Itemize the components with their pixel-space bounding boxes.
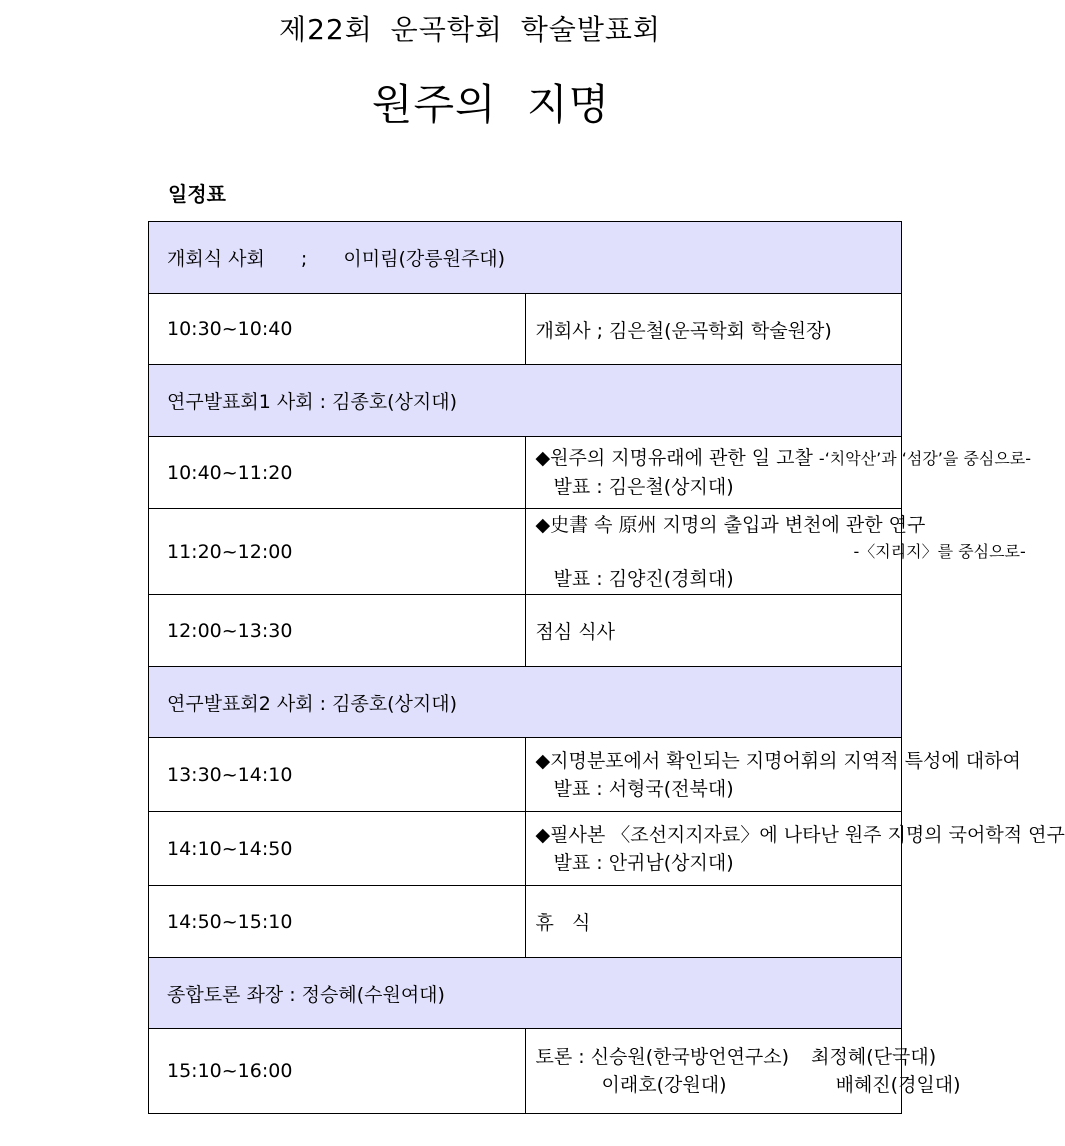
presentation-cell: [525, 812, 1065, 886]
time-cell: 14:50~15:10: [149, 886, 526, 958]
opening-address: 개회사 ; 김은철(운곡학회 학술원장): [525, 294, 902, 365]
main-title: 원주의 지명: [371, 80, 611, 129]
discussion-line: [535, 1043, 937, 1071]
opening-chair-sep: ;: [300, 248, 308, 270]
discussion-header-row: [149, 958, 902, 1029]
presentation-cell: [525, 738, 1021, 812]
event-title: 제22회 운곡학회 학술발표회: [279, 13, 661, 46]
schedule-table: [148, 221, 1065, 1114]
table-row: [149, 509, 902, 595]
presentation-title: ◆원주의 지명유래에 관한 일 고찰: [535, 447, 813, 469]
opening-chair-label: 개회식 사회: [167, 248, 265, 270]
table-row: [149, 294, 902, 365]
time-cell: 10:30~10:40: [149, 294, 526, 365]
discussion-line: [536, 1071, 961, 1099]
table-row: [149, 738, 902, 812]
table-row: [149, 886, 902, 958]
discussion-header: 종합토론 좌장 : 정승혜(수원여대): [149, 958, 902, 1029]
session2-header: 연구발표회2 사회 : 김종호(상지대): [149, 667, 902, 738]
time-cell: 10:40~11:20: [149, 437, 526, 509]
table-row: [149, 437, 902, 509]
discussant: 최정혜(단국대): [811, 1046, 937, 1068]
presenter: 발표 : 김은철(상지대): [553, 476, 734, 498]
discussant: 토론 : 신승원(한국방언연구소): [535, 1046, 790, 1068]
time-cell: 15:10~16:00: [149, 1029, 526, 1114]
discussion-cell: [525, 1029, 961, 1114]
schedule-label: 일정표: [168, 182, 226, 206]
table-row: [149, 812, 902, 886]
discussant: 이래호(강원대): [601, 1074, 727, 1096]
presenter: 발표 : 서형국(전북대): [553, 777, 734, 800]
presentation-subtitle: -‘치악산’과 ‘섬강’을 중심으로-: [818, 449, 1032, 468]
presentation-cell: [525, 509, 1026, 595]
table-row: [149, 595, 902, 667]
session1-header-row: [149, 365, 902, 437]
presenter: 발표 : 김양진(경희대): [553, 567, 734, 590]
presentation-cell: [525, 437, 1032, 509]
opening-chair-row: [149, 222, 902, 294]
time-cell: 12:00~13:30: [149, 595, 526, 667]
time-cell: 13:30~14:10: [149, 738, 526, 812]
presenter: 발표 : 안귀남(상지대): [553, 851, 734, 874]
time-cell: 11:20~12:00: [149, 509, 526, 595]
presentation-title: ◆필사본 〈조선지지자료〉에 나타난 원주 지명의 국어학적 연구: [535, 823, 1065, 846]
table-row: [149, 1029, 902, 1114]
break-cell: 휴 식: [525, 886, 902, 958]
time-cell: 14:10~14:50: [149, 812, 526, 886]
lunch-cell: 점심 식사: [525, 595, 902, 667]
opening-chair-name: 이미림(강릉원주대): [343, 248, 506, 270]
session1-header: 연구발표회1 사회 : 김종호(상지대): [149, 365, 902, 437]
presentation-subtitle: -〈지리지〉를 중심으로-: [853, 541, 1026, 561]
session2-header-row: [149, 667, 902, 738]
presentation-title: ◆史書 속 原州 지명의 출입과 변천에 관한 연구: [535, 513, 926, 536]
presentation-line: [535, 444, 1032, 473]
presentation-title: ◆지명분포에서 확인되는 지명어휘의 지역적 특성에 대하여: [535, 749, 1021, 772]
discussant: 배혜진(경일대): [835, 1074, 961, 1096]
